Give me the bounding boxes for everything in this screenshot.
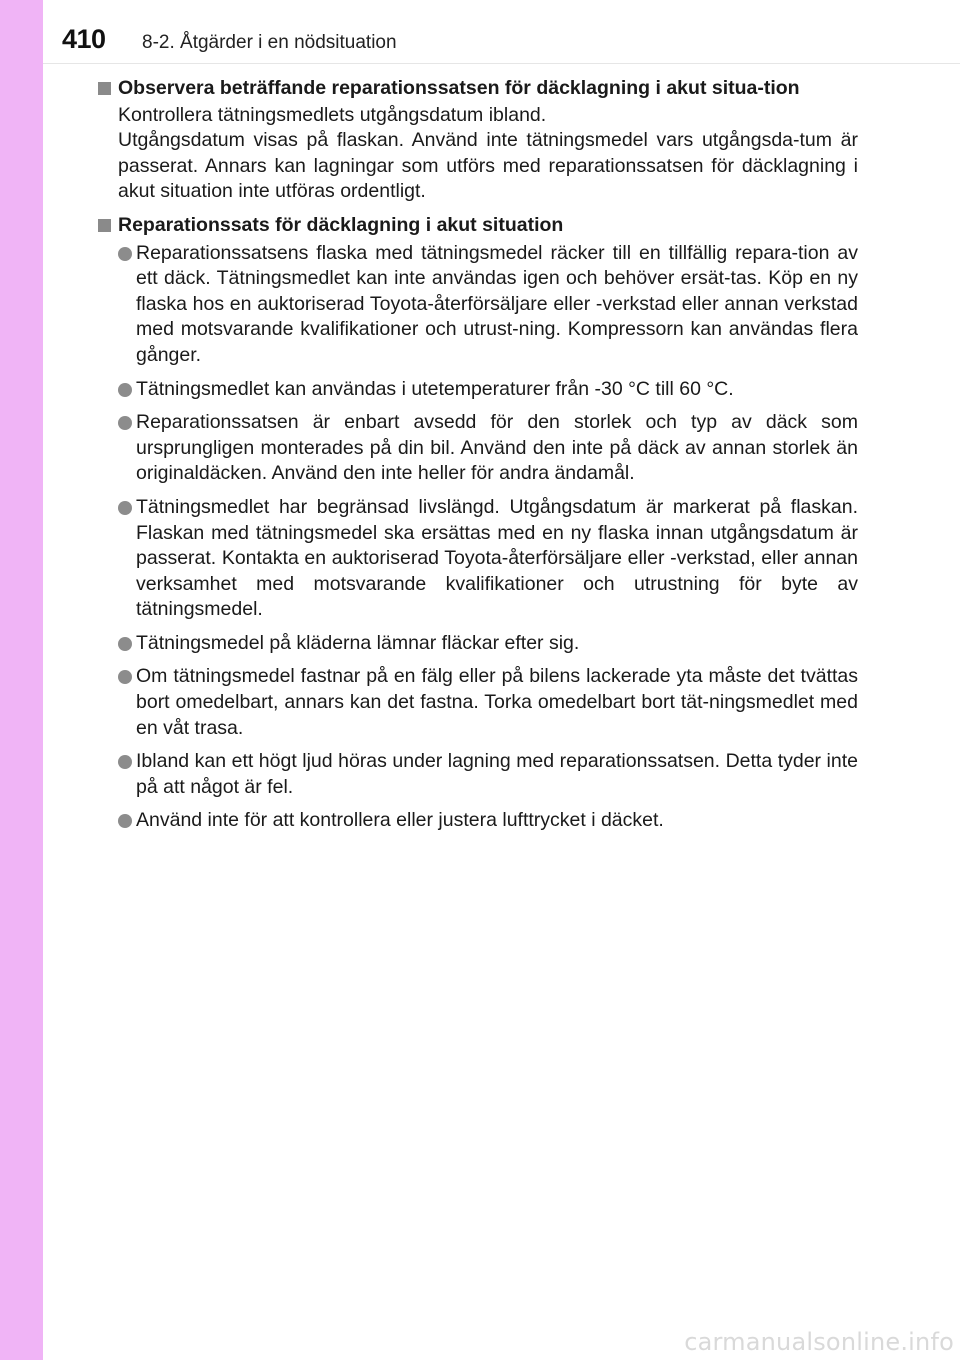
section-heading: Observera beträffande reparationssatsen för däcklagning i akut situa-tion (118, 77, 800, 99)
list-item (118, 664, 858, 741)
header-divider (43, 63, 960, 64)
list-item-text: Använd inte för att kontrollera eller justera lufttrycket i däcket. (136, 809, 664, 832)
paragraph: Kontrollera tätningsmedlets utgångsdatum ibland. (118, 103, 547, 126)
round-bullet-icon (118, 501, 132, 515)
page-number: 410 (62, 24, 106, 54)
round-bullet-icon (118, 670, 132, 684)
round-bullet-icon (118, 247, 132, 261)
square-bullet-icon (98, 219, 111, 232)
round-bullet-icon (118, 383, 132, 397)
list-item (118, 241, 858, 369)
list-item (118, 749, 858, 800)
list-item-text: Reparationssatsen är enbart avsedd för den storlek och typ av däck som ursprungligen monterades på din bil. Använd den inte på däck av annan storlek än originaldäcken. Använd den inte heller för andra ändamål. (136, 411, 858, 485)
list-item-text: Tätningsmedlet kan användas i utetemperaturer från -30 °C till 60 °C. (136, 377, 734, 400)
section-sealant-expiry (96, 76, 858, 205)
paragraph: Utgångsdatum visas på flaskan. Använd inte tätningsmedel vars utgångsda-tum är passerat. Annars kan lagningar som utförs med reparationssatsen för däcklagning i akut situation inte utföras ordentligt. (118, 129, 858, 203)
section-repair-kit (96, 213, 858, 834)
list-item (118, 495, 858, 623)
bullet-list (118, 241, 858, 834)
list-item (118, 631, 858, 657)
round-bullet-icon (118, 755, 132, 769)
section-heading: Reparationssats för däcklagning i akut situation (118, 213, 564, 236)
chapter-title: 8-2. Åtgärder i en nödsituation (142, 32, 397, 53)
round-bullet-icon (118, 814, 132, 828)
page-content (96, 76, 858, 842)
list-item (118, 410, 858, 487)
list-item-text: Reparationssatsens flaska med tätningsmedel räcker till en tillfällig repara-tion av ett däck. Tätningsmedlet kan inte användas igen och behöver ersät-tas. Köp en ny flaska hos en auktoriserad Toyota-återförsäljare eller -verkstad eller annan verkstad med motsvarande kvalifikationer och utrust-ning. Kompressorn kan användas flera gånger. (136, 241, 858, 366)
site-watermark[interactable]: carmanualsonline.info (684, 1328, 954, 1356)
list-item-text: Ibland kan ett högt ljud höras under lagning med reparationssatsen. Detta tyder inte på att något är fel. (136, 750, 858, 798)
list-item-text: Om tätningsmedel fastnar på en fälg eller på bilens lackerade yta måste det tvättas bort omedelbart, annars kan det fastna. Torka omedelbart bort tät-ningsmedlet med en våt trasa. (136, 665, 858, 739)
round-bullet-icon (118, 416, 132, 430)
square-bullet-icon (98, 82, 111, 95)
list-item (118, 808, 858, 834)
list-item-text: Tätningsmedel på kläderna lämnar fläckar efter sig. (136, 631, 580, 654)
chapter-side-tab (0, 0, 43, 1360)
list-item (118, 377, 858, 403)
round-bullet-icon (118, 637, 132, 651)
list-item-text: Tätningsmedlet har begränsad livslängd. Utgångsdatum är markerat på flaskan. Flaskan med tätningsmedel ska ersättas med en ny flaska innan utgångsdatum är passerat. Kontakta en auktoriserad Toyota-återförsäljare eller -verkstad, eller annan verksamhet med motsvarande kvalifikationer och utrustning för byte av tätningsmedel. (136, 495, 858, 621)
